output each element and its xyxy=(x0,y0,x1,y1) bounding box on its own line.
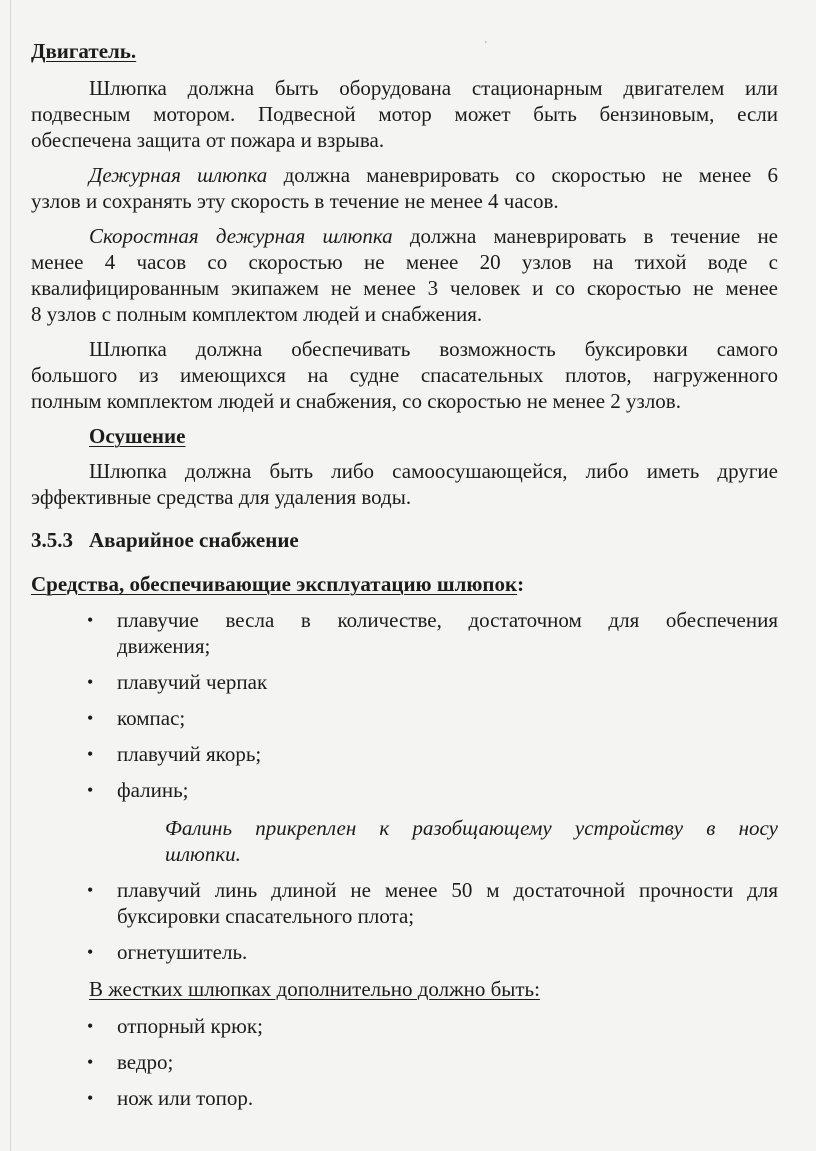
drainage-p-line2: эффективные средства для удаления воды. xyxy=(31,485,412,509)
duty-boat-term: Дежурная шлюпка xyxy=(89,163,268,187)
bullet-icon: • xyxy=(87,1088,94,1108)
means-item-1-line1: плавучие весла в количестве, достаточном для обеспечения xyxy=(117,608,778,632)
drainage-p-line1: Шлюпка должна быть либо самоосушающейся, либо иметь другие xyxy=(89,459,778,483)
engine-p3-rest: должна маневрировать в течение не xyxy=(409,224,778,248)
means-item-2: плавучий черпак xyxy=(117,670,268,694)
means-item-7: огнетушитель. xyxy=(117,940,248,964)
note-line1: Фалинь прикреплен к разобщающему устройству в носу xyxy=(165,816,778,840)
bullet-icon: • xyxy=(87,880,94,900)
bullet-icon: • xyxy=(87,942,94,962)
bullet-icon: • xyxy=(87,610,94,630)
engine-p2-rest: должна маневрировать со скоростью не менее 6 xyxy=(283,163,779,187)
means-heading xyxy=(31,571,524,597)
bullet-icon: • xyxy=(87,780,94,800)
engine-p1-line2: подвесным мотором. Подвесной мотор может быть бензиновым, если xyxy=(31,102,778,126)
bullet-icon: • xyxy=(87,1016,94,1036)
bullet-icon: • xyxy=(87,1052,94,1072)
bullet-icon: • xyxy=(87,744,94,764)
means-item-1-line2: движения; xyxy=(117,634,211,658)
scan-edge-line xyxy=(10,0,11,1151)
means-item-4: плавучий якорь; xyxy=(117,742,262,766)
engine-heading: Двигатель. xyxy=(31,39,137,63)
engine-p4-line2: большого из имеющихся на судне спасательных плотов, нагруженного xyxy=(31,363,778,387)
rigid-heading: В жестких шлюпках дополнительно должно быть: xyxy=(89,977,540,1001)
fast-duty-boat-term: Скоростная дежурная шлюпка xyxy=(89,224,393,248)
rigid-item-3: нож или топор. xyxy=(117,1086,254,1110)
rigid-item-2: ведро; xyxy=(117,1050,174,1074)
note-line2: шлюпки. xyxy=(165,842,241,866)
means-heading-colon: : xyxy=(517,572,525,596)
section-title: Аварийное снабжение xyxy=(89,528,299,552)
engine-p3-line2: менее 4 часов со скоростью не менее 20 узлов на тихой воде с xyxy=(31,250,778,274)
engine-p4-line3: полным комплектом людей и снабжения, со скоростью не менее 2 узлов. xyxy=(31,389,681,413)
scan-mark: ' xyxy=(485,40,487,51)
bullet-icon: • xyxy=(87,708,94,728)
means-heading-text: Средства, обеспечивающие эксплуатацию шлюпок xyxy=(31,572,518,596)
means-item-6-line2: буксировки спасательного плота; xyxy=(117,904,415,928)
means-item-3: компас; xyxy=(117,706,186,730)
drainage-heading: Осушение xyxy=(89,424,186,448)
engine-p3-line3: квалифицированным экипажем не менее 3 человек и со скоростью не менее xyxy=(31,276,778,300)
means-item-5: фалинь; xyxy=(117,778,189,802)
means-item-6-line1: плавучий линь длиной не менее 50 м достаточной прочности для xyxy=(117,878,778,902)
engine-p1-line1: Шлюпка должна быть оборудована стационарным двигателем или xyxy=(89,76,778,100)
engine-p4-line1: Шлюпка должна обеспечивать возможность буксировки самого xyxy=(89,337,778,361)
engine-p2-line2: узлов и сохранять эту скорость в течение не менее 4 часов. xyxy=(31,189,559,213)
engine-p2-line1 xyxy=(89,162,778,188)
engine-p1-line3: обеспечена защита от пожара и взрыва. xyxy=(31,128,385,152)
section-number: 3.5.3 xyxy=(31,528,73,552)
bullet-icon: • xyxy=(87,672,94,692)
engine-p3-line1 xyxy=(89,223,778,249)
engine-p3-line4: 8 узлов с полным комплектом людей и снабжения. xyxy=(31,302,483,326)
rigid-item-1: отпорный крюк; xyxy=(117,1014,263,1038)
